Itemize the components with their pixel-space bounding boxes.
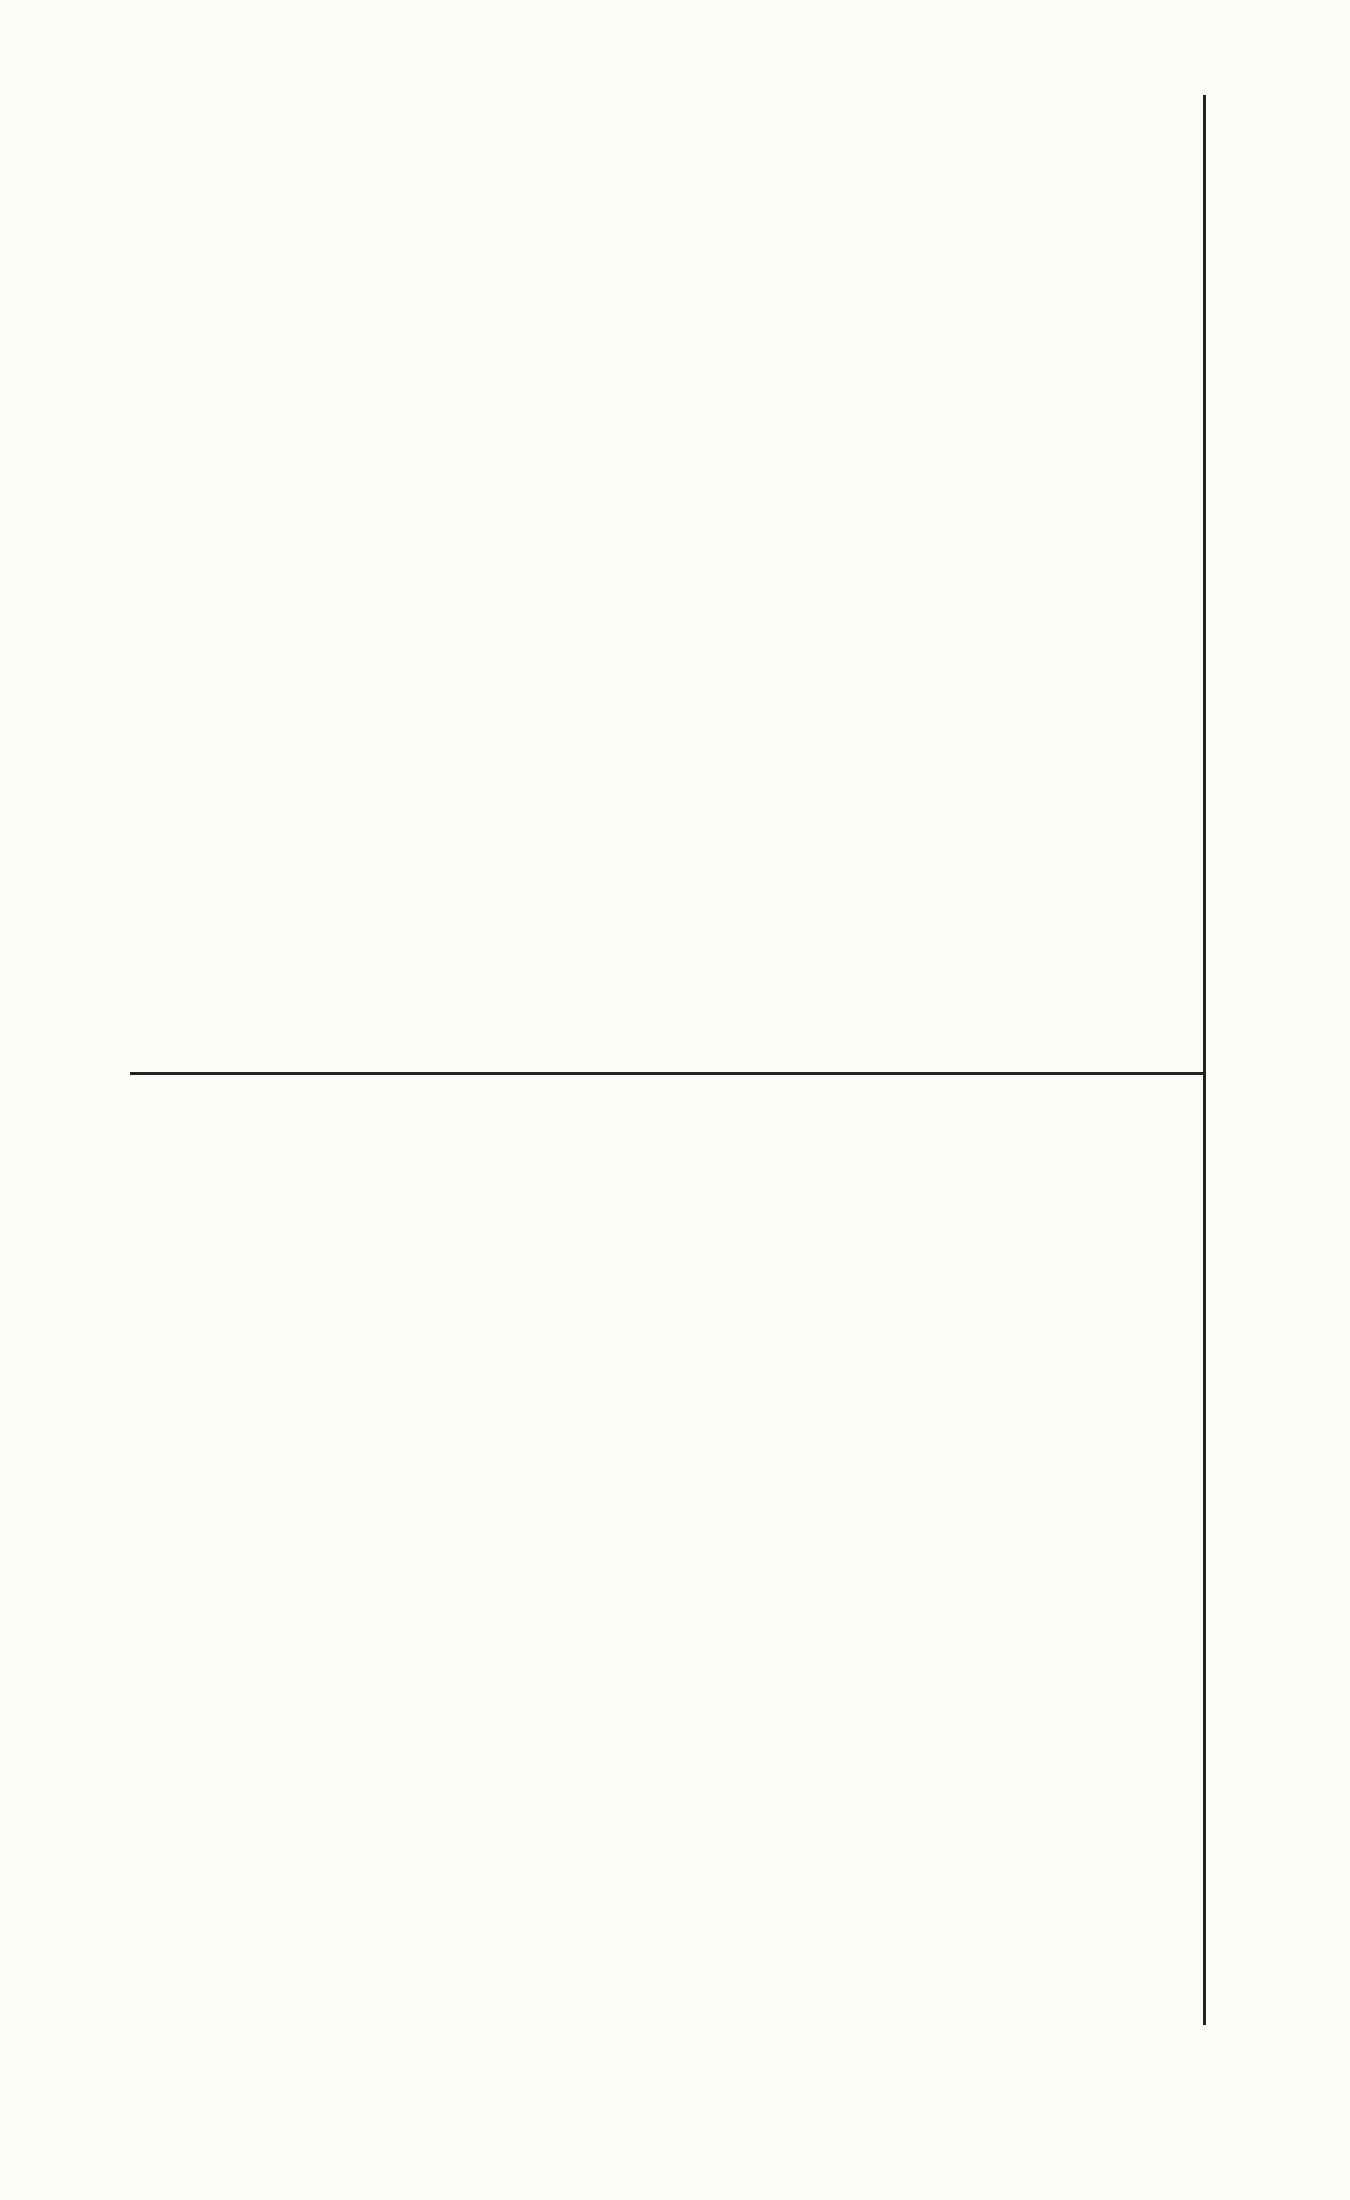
horizontal-rule bbox=[130, 1072, 1205, 1075]
vertical-rule bbox=[1203, 95, 1206, 2025]
